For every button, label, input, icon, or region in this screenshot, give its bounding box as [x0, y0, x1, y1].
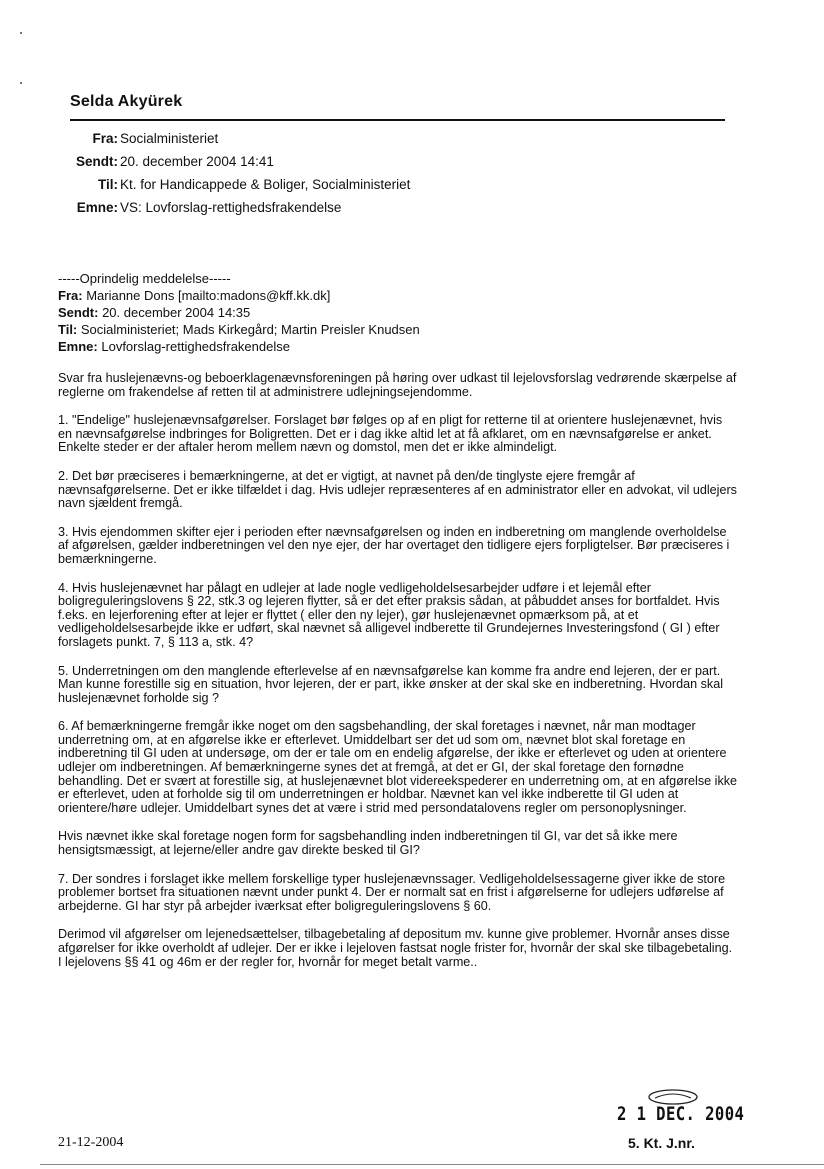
body-paragraph-6b: Hvis nævnet ikke skal foretage nogen form for sagsbehandling inden indberetningen til GI, var det så ikke mere hensigtsmæssigt, at lejerne/eller andre gav direkte besked til GI?: [58, 829, 678, 858]
body-intro: Svar fra huslejenævns-og beboerklagenævnsforeningen på høring over udkast til lejelovsforslag vedrørende skærpelse af reglerne om frakendelse af retten til at administrere udlejningsejendomme.: [58, 371, 737, 399]
scan-speck: [20, 32, 22, 34]
header-divider: [70, 119, 725, 121]
original-message-header: [58, 270, 420, 355]
original-sent: Sendt: 20. december 2004 14:35: [58, 305, 251, 320]
original-from: Fra: Marianne Dons [mailto:madons@kff.kk.dk]: [58, 288, 331, 303]
from-value: Socialministeriet: [120, 131, 219, 146]
body-paragraph-5: 5. Underretningen om den manglende efterlevelse af en nævnsafgørelse kan komme fra andre end lejeren, der er part. Man kunne forestille sig en situation, hvor lejeren, der er part, ikke ønsker at der skal ske en indberetning. Hvordan skal huslejenævnet forholde sig ?: [58, 663, 724, 705]
from-label: Fra:: [92, 131, 118, 146]
to-value: Kt. for Handicappede & Boliger, Socialministeriet: [120, 177, 411, 192]
body-paragraph-8: Derimod vil afgørelser om lejenedsættelser, tilbagebetaling af depositum mv. kunne give problemer. Hvornår anses disse afgørelser for ikke overholdt af udlejer. Der er ikke i lejeloven fastsat nogle frister for, hvornår der skal ske tilbagebetaling. I lejelovens §§ 41 og 46m er der regler for, hvornår for meget betalt varme..: [58, 927, 733, 969]
sent-label: Sendt:: [76, 154, 118, 169]
to-label: Til:: [98, 177, 118, 192]
original-subject-value: Lovforslag-rettighedsfrakendelse: [101, 339, 290, 354]
original-divider: -----Oprindelig meddelelse-----: [58, 271, 231, 286]
scan-speck: [20, 82, 22, 84]
sender-name: Selda Akyürek: [70, 93, 183, 110]
message-body: [58, 372, 738, 984]
subject-label: Emne:: [76, 200, 118, 215]
journal-number-stamp: 5. Kt. J.nr.: [628, 1135, 695, 1151]
original-to-value: Socialministeriet; Mads Kirkegård; Martin Preisler Knudsen: [80, 322, 420, 337]
original-subject: Emne: Lovforslag-rettighedsfrakendelse: [58, 339, 290, 354]
body-paragraph-3: 3. Hvis ejendommen skifter ejer i perioden efter nævnsafgørelsen og inden en indberetning om manglende overholdelse af afgørelsen, gælder indberetningen vel den nye ejer, der har overtaget den tidligere ejers forpligtelser. Bør præciseres i bemærkningerne.: [58, 524, 730, 566]
original-from-value: Marianne Dons [mailto:madons@kff.kk.dk]: [86, 288, 331, 303]
body-paragraph-2: 2. Det bør præciseres i bemærkningerne, at det er vigtigt, at navnet på den/de tinglyste ejere fremgår af nævnsafgørelserne. Det er ikke tilfældet i dag. Hvis udlejer repræsenteres af en administrator eller en advokat, vil udlejers navn sjældent fremgå.: [58, 468, 737, 511]
received-date-stamp: 2 1 DEC. 2004: [617, 1103, 745, 1125]
body-paragraph-1: 1. "Endelige" huslejenævnsafgørelser. Forslaget bør følges op af en pligt for retterne til at orientere huslejenævnet, hvis en nævnsafgørelse indbringes for Boligretten. Det er i dag ikke altid let at få afklaret, om en nævnsafgørelse er anket. Enkelte steder er der aftaler herom mellem nævn og domstol, men det er ikke almindeligt.: [58, 413, 723, 455]
original-sent-value: 20. december 2004 14:35: [102, 305, 251, 320]
sent-value: 20. december 2004 14:41: [120, 154, 274, 169]
subject-value: VS: Lovforslag-rettighedsfrakendelse: [120, 200, 342, 215]
page-bottom-edge: [40, 1164, 824, 1165]
body-paragraph-4: 4. Hvis huslejenævnet har pålagt en udlejer at lade nogle vedligeholdelsesarbejder udføre i et lejemål efter boligreguleringslovens § 22, stk.3 og lejeren flytter, så er det efter praksis sådan, at påbuddet anses for bortfaldet. Hvis f.eks. en lejerforening efter at lejer er flyttet ( eller den ny lejer), gør huslejenævnet opmærksom på, at et vedligeholdelsesarbejde ikke er udført, skal nævnet så alligevel indberette til Grundejernes Investeringsfond ( GI ) efter forslagets punkt. 7, § 113 a, stk. 4?: [58, 580, 720, 649]
footer-date: 21-12-2004: [58, 1135, 124, 1150]
body-paragraph-6: 6. Af bemærkningerne fremgår ikke noget om den sagsbehandling, der skal foretages i nævnet, når man modtager underretning om, at en afgørelse ikke er efterlevet. Umiddelbart ser det ud som om, nævnet blot skal foretage en indberetning til GI uden at undersøge, om der er tale om en endelig afgørelse, der ikke er efterlevet og uden at orientere udlejer om indberetningen. Af bemærkningerne synes det at fremgå, at det er GI, der skal foretage den fornødne behandling. Det er svært at forestille sig, at huslejenævnet blot videreekspederer en underretning om, at en afgørelse ikke er efterlevet, uden at forholde sig til om underretningen er holdbar. Nævnet kan vel ikke indberette til GI uden at orientere/høre udlejer. Umiddelbart synes det at være i strid med persondatalovens regler om personoplysninger.: [58, 719, 738, 815]
body-paragraph-7: 7. Der sondres i forslaget ikke mellem forskellige typer huslejenævnssager. Vedligeholdelsessagerne giver ikke de store problemer bortset fra situationen nævnt under punkt 4. Der er normalt sat en frist i afgørelserne for udlejers udførelse af arbejderne. GI har styr på arbejder iværksat efter boligreguleringslovens § 60.: [58, 871, 726, 913]
original-to: Til: Socialministeriet; Mads Kirkegård; Martin Preisler Knudsen: [58, 322, 420, 337]
